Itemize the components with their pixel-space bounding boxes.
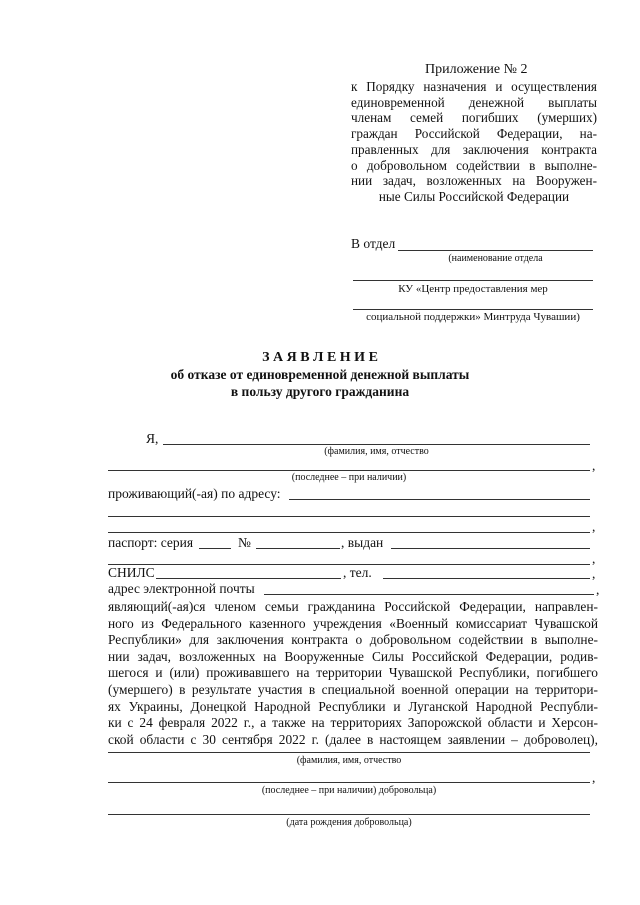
- applicant-fio-field[interactable]: [163, 444, 590, 445]
- department-input-line[interactable]: [398, 250, 593, 251]
- to-department-label: В отдел: [351, 236, 396, 251]
- department-name-line: социальной поддержки» Минтруда Чувашии): [366, 311, 580, 323]
- passport-issued-label: , выдан: [341, 535, 384, 550]
- body-line: (умершего) в результате участия в специальной военной операции на территори-: [108, 681, 598, 697]
- volunteer-fio-hint: (фамилия, имя, отчество: [296, 755, 402, 766]
- annex-line: ные Силы Российской Федерации: [378, 188, 570, 204]
- department-hint: (наименование отдела: [448, 253, 543, 264]
- volunteer-fio-field-2[interactable]: [108, 782, 590, 783]
- department-input-line-2[interactable]: [353, 280, 593, 281]
- volunteer-fio-field[interactable]: [108, 752, 590, 753]
- body-line: ки с 24 февраля 2022 г., а также на территориях Запорожской области и Херсон-: [108, 715, 598, 731]
- annex-line: единовременной денежной выплаты: [351, 94, 597, 110]
- comma: ,: [596, 582, 600, 597]
- statement-body: [108, 599, 598, 748]
- body-line: нии задач, возложенных на Вооруженные Силы Российской Федерации, родив-: [108, 648, 598, 664]
- body-line: являющий(-ая)ся членом семьи гражданина Российской Федерации, направлен-: [108, 599, 598, 614]
- applicant-fio-field-2[interactable]: [108, 470, 590, 471]
- document-subtitle: об отказе от единовременной денежной выплаты: [170, 367, 470, 382]
- address-field[interactable]: [289, 499, 590, 500]
- volunteer-patronymic-hint: (последнее – при наличии) добровольца): [261, 785, 437, 796]
- volunteer-birthdate-field[interactable]: [108, 814, 590, 815]
- comma: ,: [592, 770, 596, 785]
- annex-line: о добровольном содействии в выполне-: [351, 157, 597, 173]
- annex-text: [351, 79, 597, 205]
- passport-series-field[interactable]: [199, 548, 231, 549]
- body-line: ской области с 30 сентября 2022 г. (далее в настоящем заявлении – доброволец),: [108, 731, 598, 747]
- passport-number-label: №: [238, 535, 251, 550]
- passport-series-label: паспорт: серия: [108, 535, 194, 550]
- address-field-3[interactable]: [108, 532, 590, 533]
- passport-issued-field[interactable]: [391, 548, 590, 549]
- snils-field[interactable]: [156, 578, 341, 579]
- applicant-fio-hint: (фамилия, имя, отчество: [324, 446, 429, 457]
- department-input-line-3[interactable]: [353, 309, 593, 310]
- comma: ,: [592, 519, 596, 534]
- snils-label: СНИЛС: [108, 565, 155, 580]
- document-title: З А Я В Л Е Н И Е: [262, 350, 378, 365]
- email-label: адрес электронной почты: [108, 581, 255, 596]
- annex-line: правленных для заключения контракта: [351, 141, 597, 157]
- annex-line: членам семей погибших (умерших): [351, 110, 597, 126]
- comma: ,: [592, 566, 596, 581]
- address-field-2[interactable]: [108, 516, 590, 517]
- body-line: Республики» для заключения контракта о добровольном содействии в выполне-: [108, 632, 598, 648]
- passport-number-field[interactable]: [256, 548, 340, 549]
- i-label: Я,: [146, 431, 159, 446]
- phone-field[interactable]: [383, 578, 590, 579]
- annex-line: нии задач, возложенных на Вооружен-: [351, 173, 597, 189]
- phone-label: , тел.: [343, 565, 372, 580]
- body-line: ях Украины, Донецкой Народной Республики и Луганской Народной Республи-: [108, 698, 598, 714]
- annex-line: граждан Российской Федерации, на-: [351, 126, 597, 142]
- comma: ,: [592, 551, 596, 566]
- annex-title: Приложение № 2: [425, 62, 528, 77]
- document-subtitle: в пользу другого гражданина: [230, 384, 410, 399]
- annex-line: к Порядку назначения и осуществления: [351, 79, 597, 94]
- department-name-line: КУ «Центр предоставления мер: [398, 283, 548, 295]
- comma: ,: [592, 458, 596, 473]
- email-field[interactable]: [264, 594, 594, 595]
- applicant-patronymic-hint: (последнее – при наличии): [291, 472, 407, 483]
- body-line: шегося и (или) проживавшего на территории Чувашской Республики, погибшего: [108, 665, 598, 681]
- volunteer-birthdate-hint: (дата рождения добровольца): [286, 817, 412, 828]
- body-line: ного из Федерального казенного учреждения «Военный комиссариат Чувашской: [108, 615, 598, 631]
- address-label: проживающий(-ая) по адресу:: [108, 486, 281, 501]
